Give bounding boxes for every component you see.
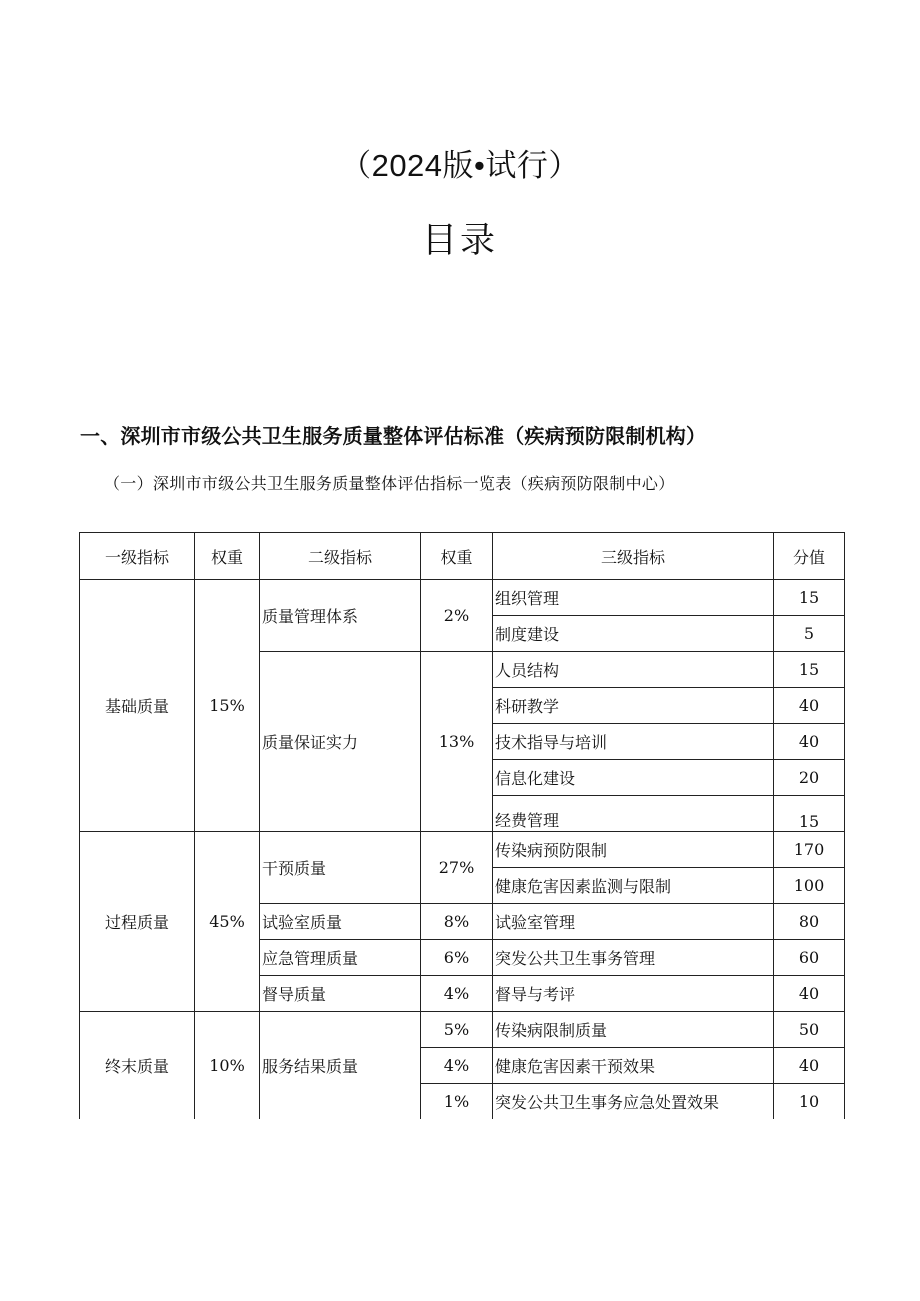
level3-cell: 传染病预防限制	[493, 832, 774, 868]
table-row	[80, 832, 845, 868]
table-row	[80, 580, 845, 616]
score-cell: 40	[774, 724, 845, 760]
level2-weight-cell: 13%	[421, 652, 493, 832]
level3-cell: 制度建设	[493, 616, 774, 652]
section-heading: 一、深圳市市级公共卫生服务质量整体评估标准（疾病预防限制机构）	[80, 424, 707, 448]
level3-cell: 人员结构	[493, 652, 774, 688]
level3-cell: 突发公共卫生事务应急处置效果	[493, 1084, 774, 1120]
level3-cell: 健康危害因素干预效果	[493, 1048, 774, 1084]
score-cell: 10	[774, 1084, 845, 1120]
level3-cell: 经费管理	[493, 796, 774, 832]
level3-cell: 健康危害因素监测与限制	[493, 868, 774, 904]
level3-cell: 突发公共卫生事务管理	[493, 940, 774, 976]
score-cell: 20	[774, 760, 845, 796]
header-level3: 三级指标	[493, 533, 774, 580]
header-score: 分值	[774, 533, 845, 580]
level3-cell: 督导与考评	[493, 976, 774, 1012]
header-level2: 二级指标	[260, 533, 421, 580]
score-cell: 80	[774, 904, 845, 940]
level3-cell: 技术指导与培训	[493, 724, 774, 760]
level3-cell: 试验室管理	[493, 904, 774, 940]
level2-cell: 质量保证实力	[260, 652, 421, 832]
score-cell: 100	[774, 868, 845, 904]
level2-weight-cell: 6%	[421, 940, 493, 976]
score-cell: 170	[774, 832, 845, 868]
level2-cell: 督导质量	[260, 976, 421, 1012]
score-cell: 50	[774, 1012, 845, 1048]
level2-cell: 干预质量	[260, 832, 421, 904]
level3-cell: 组织管理	[493, 580, 774, 616]
level2-weight-cell: 4%	[421, 1048, 493, 1084]
header-weight1: 权重	[195, 533, 260, 580]
indicator-table	[79, 532, 845, 1119]
score-cell: 40	[774, 976, 845, 1012]
header-weight2: 权重	[421, 533, 493, 580]
level2-weight-cell: 8%	[421, 904, 493, 940]
table-header-row	[80, 533, 845, 580]
level1-cell: 过程质量	[80, 832, 195, 1012]
level1-weight-cell: 45%	[195, 832, 260, 1012]
table-row	[80, 1012, 845, 1048]
score-cell: 15	[774, 652, 845, 688]
level3-cell: 传染病限制质量	[493, 1012, 774, 1048]
level1-weight-cell: 10%	[195, 1012, 260, 1120]
level1-cell: 终末质量	[80, 1012, 195, 1120]
header-level1: 一级指标	[80, 533, 195, 580]
level3-cell: 信息化建设	[493, 760, 774, 796]
score-cell: 60	[774, 940, 845, 976]
score-cell: 40	[774, 1048, 845, 1084]
level2-cell: 试验室质量	[260, 904, 421, 940]
score-cell: 15	[774, 580, 845, 616]
level2-weight-cell: 4%	[421, 976, 493, 1012]
score-cell: 5	[774, 616, 845, 652]
document-subtitle: （2024版•试行）	[340, 148, 580, 183]
level3-cell: 科研教学	[493, 688, 774, 724]
score-cell: 40	[774, 688, 845, 724]
level1-cell: 基础质量	[80, 580, 195, 832]
level2-weight-cell: 5%	[421, 1012, 493, 1048]
level2-weight-cell: 1%	[421, 1084, 493, 1120]
level2-cell: 应急管理质量	[260, 940, 421, 976]
level2-weight-cell: 2%	[421, 580, 493, 652]
sub-heading: （一）深圳市市级公共卫生服务质量整体评估指标一览表（疾病预防限制中心）	[104, 474, 675, 493]
level2-cell: 服务结果质量	[260, 1012, 421, 1120]
score-cell: 15	[774, 796, 845, 832]
level2-weight-cell: 27%	[421, 832, 493, 904]
toc-title: 目录	[421, 221, 498, 261]
level1-weight-cell: 15%	[195, 580, 260, 832]
level2-cell: 质量管理体系	[260, 580, 421, 652]
